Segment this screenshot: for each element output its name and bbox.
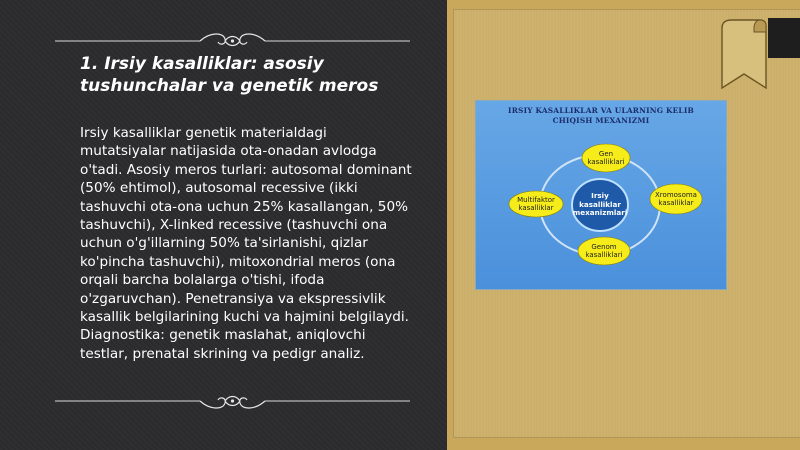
bottom-ornament-divider <box>55 390 410 412</box>
center-node-label: Irsiy kasalliklar mexanizmlari <box>572 191 628 218</box>
ribbon-bookmark-decoration <box>716 18 768 98</box>
node-right-label: Xromosoma kasalliklar <box>655 191 697 207</box>
slide-title: 1. Irsiy kasalliklar: asosiy tushunchalar va genetik meros <box>80 54 379 96</box>
node-top-label: Gen kasalliklari <box>587 150 625 166</box>
top-ornament-divider <box>55 30 410 52</box>
inheritance-mechanism-diagram <box>475 100 727 290</box>
node-bottom-label: Genom kasalliklari <box>585 243 623 259</box>
node-left-label: Multifaktor kasalliklar <box>517 196 555 212</box>
corner-tab <box>768 18 800 58</box>
slide-body-text: Irsiy kasalliklar genetik materialdagi mutatsiyalar natijasida ota-onadan avlodga o'tadi. Asosiy meros turlari: autosomal dominant (50% ehtimol), autosomal recessive (ikki tashuvchi ota-ona uchun 25% kasallangan, 50% tashuvchi), X-linked recessive (tashuvchi ona uchun o'g'illarning 50% ta'sirlanishi, qizlar ko'pincha tashuvchi), mitoxondrial meros (ona orqali barcha bolalarga o'tishi, ifoda o'zgaruvchan). Penetransiya va ekspressivlik kasallik belgilarining kuchi va hajmini belgilaydi. Diagnostika: genetik maslahat, aniqlovchi testlar, prenatal skrining va pedigr analiz. <box>80 125 412 362</box>
diagram-title: IRSIY KASALLIKLAR VA ULARNING KELIB CHIQISH MEXANIZMI <box>508 106 694 125</box>
